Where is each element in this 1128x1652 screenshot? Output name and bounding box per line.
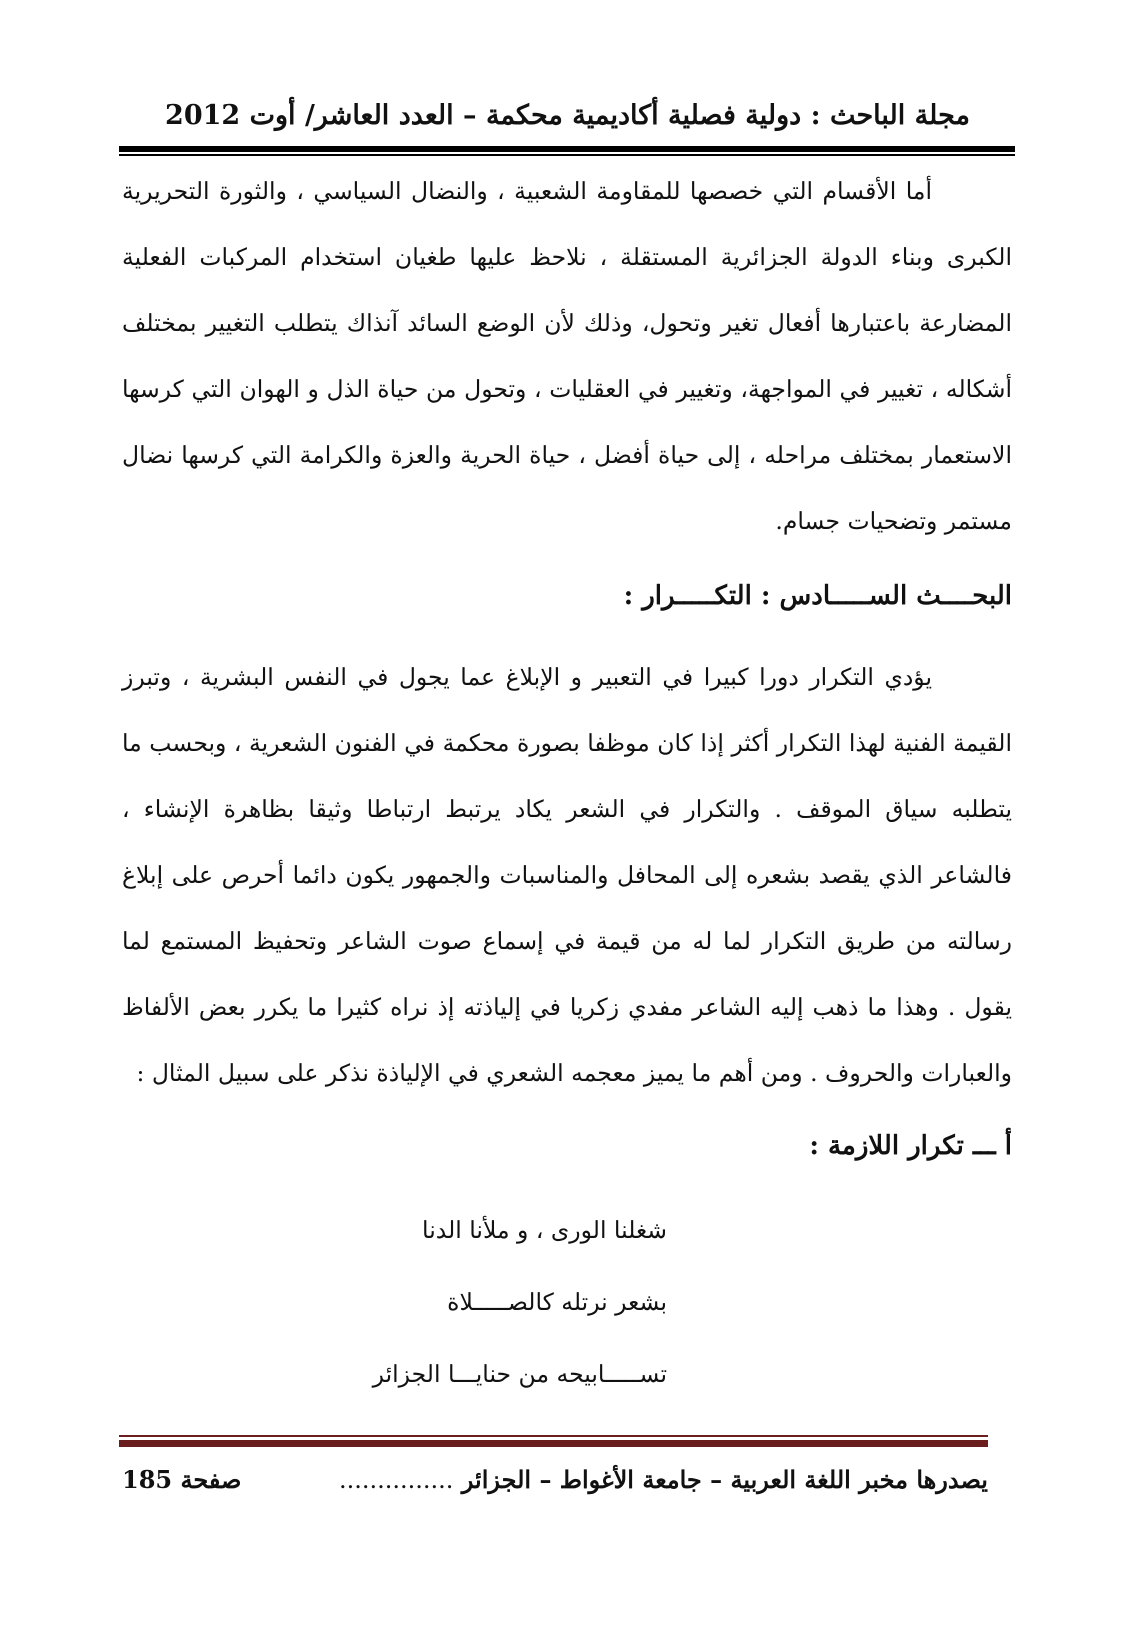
footer-dots: ............... bbox=[338, 1466, 454, 1494]
journal-header: مجلة الباحث : دولية فصلية أكاديمية محكمة – العدد العاشر/ أوت 2012 bbox=[165, 100, 970, 131]
verse-line: بشعر نرتله كالصـــــلاة bbox=[447, 1288, 667, 1316]
verse-line: تســـــابيحه من حنايـــا الجزائر bbox=[372, 1360, 667, 1388]
subsection-heading: أ ـــ تكرار اللازمة : bbox=[809, 1131, 1012, 1161]
body-paragraph-1: أما الأقسام التي خصصها للمقاومة الشعبية ، والنضال السياسي ، والثورة التحريرية الكبرى وبناء الدولة الجزائرية المستقلة ، نلاحظ عليها طغيان استخدام المركبات الفعلية المضارعة باعتبارها أفعال تغير وتحول، وذلك لأن الوضع السائد آنذاك يتطلب التغيير بمختلف أشكاله ، تغيير في المواجهة، وتغيير في العقليات ، وتحول من حياة الذل و الهوان التي كرسها الاستعمار بمختلف مراحله ، إلى حياة أفضل ، حياة الحرية والعزة والكرامة التي كرسها نضال مستمر وتضحيات جسام. bbox=[122, 177, 1012, 535]
footer-rule-thin bbox=[119, 1435, 988, 1437]
body-paragraph-2: يؤدي التكرار دورا كبيرا في التعبير و الإبلاغ عما يجول في النفس البشرية ، وتبرز القيمة الفنية لهذا التكرار أكثر إذا كان موظفا بصورة محكمة في الفنون الشعرية ، وبحسب ما يتطلبه سياق الموقف . والتكرار في الشعر يكاد يرتبط ارتباطا وثيقا بظاهرة الإنشاء ، فالشاعر الذي يقصد بشعره إلى المحافل والمناسبات والجمهور يكون دائما أحرص على إبلاغ رسالته من طريق التكرار لما له من قيمة في إسماع صوت الشاعر وتحفيظ المستمع لما يقول . وهذا ما ذهب إليه الشاعر مفدي زكريا في إلياذته إذ نراه كثيرا ما يكرر بعض الألفاظ والعبارات والحروف . ومن أهم ما يميز معجمه الشعري في الإلياذة نذكر على سبيل المثال : bbox=[122, 663, 1012, 1087]
header-rule-thin bbox=[119, 154, 1015, 156]
poem-verses bbox=[122, 1194, 667, 1410]
publisher-text: يصدرها مخبر اللغة العربية – جامعة الأغواط – الجزائر bbox=[461, 1465, 988, 1494]
header-rule-thick bbox=[119, 146, 1015, 152]
footer-rule-thick bbox=[119, 1440, 988, 1447]
section-heading: البحــــث الســـــادس : التكـــــرار : bbox=[623, 581, 1012, 611]
verse-line: شغلنا الورى ، و ملأنا الدنا bbox=[422, 1216, 667, 1244]
page-number: صفحة 185 bbox=[122, 1465, 242, 1494]
footer-publisher bbox=[339, 1458, 988, 1502]
main-content bbox=[122, 158, 1012, 1410]
